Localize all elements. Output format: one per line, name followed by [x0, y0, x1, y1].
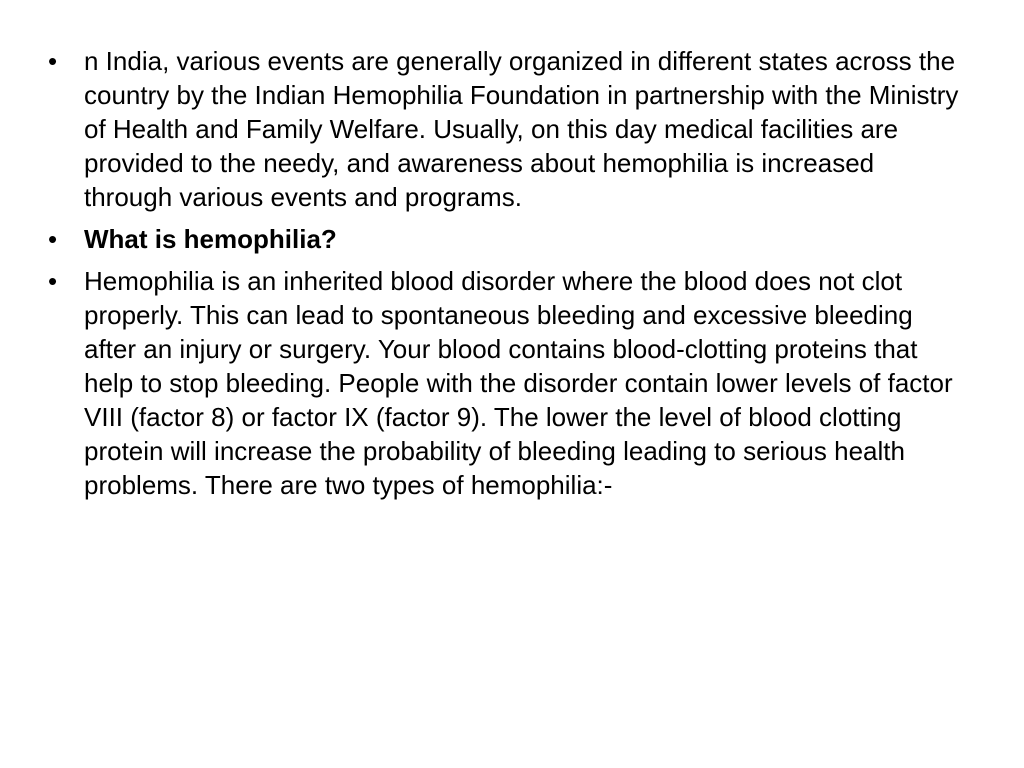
bullet-dot-icon: •	[48, 224, 58, 254]
bullet-heading: What is hemophilia?	[84, 224, 337, 254]
bullet-item-what-is-hemophilia	[48, 222, 968, 256]
bullet-list	[48, 44, 968, 510]
bullet-dot-icon: •	[48, 46, 58, 76]
bullet-text: Hemophilia is an inherited blood disorder where the blood does not clot properly. This can lead to spontaneous bleeding and excessive bleeding after an injury or surgery. Your blood contains blood-clotting proteins that help to stop bleeding. People with the disorder contain lower levels of factor VIII (factor 8) or factor IX (factor 9). The lower the level of blood clotting protein will increase the probability of bleeding leading to serious health problems. There are two types of hemophilia:-	[84, 266, 953, 500]
bullet-dot-icon: •	[48, 266, 58, 296]
bullet-text: n India, various events are generally organized in different states across the country by the Indian Hemophilia Foundation in partnership with the Ministry of Health and Family Welfare. Usually, on this day medical facilities are provided to the needy, and awareness about hemophilia is increased through various events and programs.	[84, 46, 959, 212]
bullet-item-india-events	[48, 44, 968, 214]
bullet-item-hemophilia-definition	[48, 264, 968, 502]
